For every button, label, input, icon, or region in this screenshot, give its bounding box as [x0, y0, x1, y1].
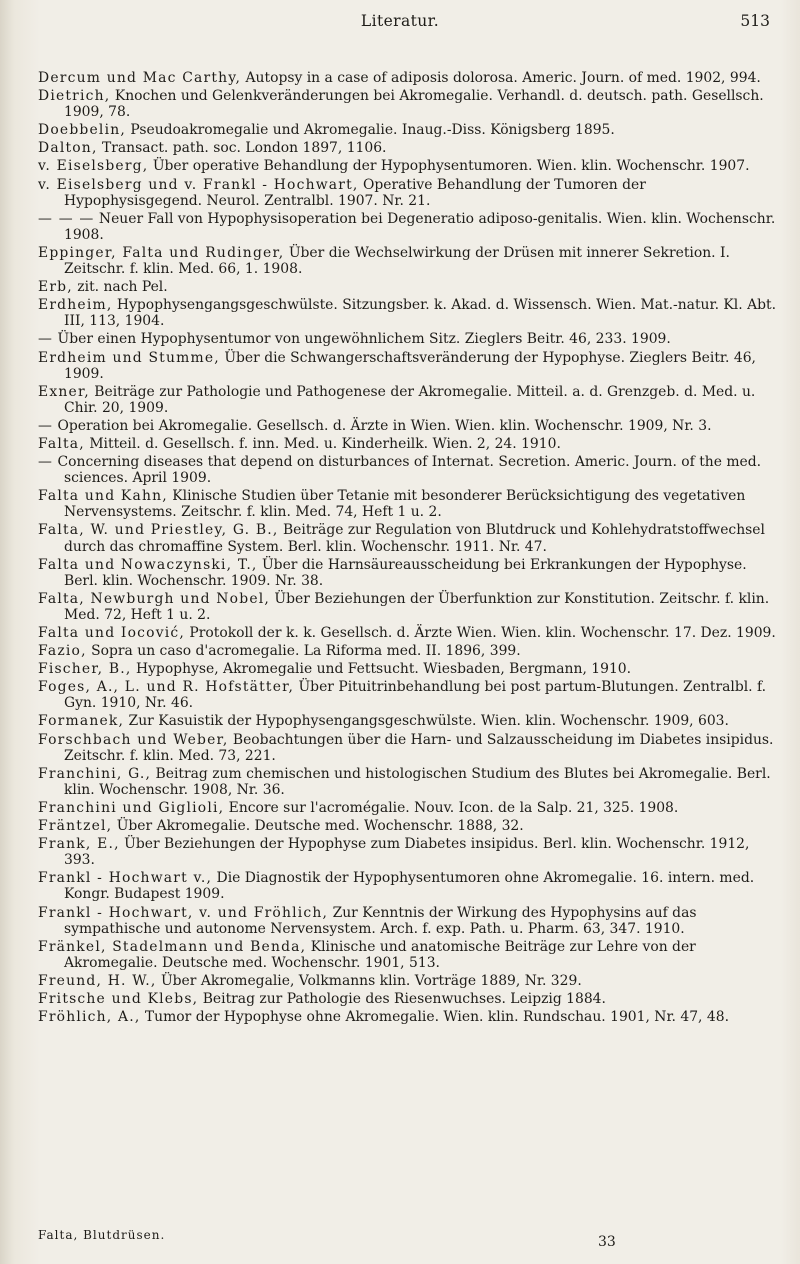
- reference-entry: [38, 732, 776, 764]
- reference-text: Klinische und anatomische Beiträge zur Lehre von der Akromegalie. Deutsche med. Wochenschr. 1901, 513.: [64, 938, 696, 971]
- reference-text: Hypophysengangsgeschwülste. Sitzungsber. k. Akad. d. Wissensch. Wien. Mat.-natur. Kl. Abt. III, 113, 1904.: [64, 297, 777, 330]
- reference-text: Neuer Fall von Hypophysisoperation bei Degeneratio adiposo-genitalis. Wien. klin. Wochenschr. 1908.: [64, 210, 776, 243]
- reference-author: Exner,: [38, 383, 90, 400]
- reference-author: Doebbelin,: [38, 122, 126, 139]
- reference-entry: [38, 384, 776, 416]
- reference-author: Fräntzel,: [38, 818, 113, 835]
- reference-author: Falta,: [38, 435, 85, 452]
- reference-text: Beiträge zur Pathologie und Pathogenese der Akromegalie. Mitteil. a. d. Grenzgeb. d. Med. u. Chir. 20, 1909.: [64, 383, 756, 416]
- reference-author: Fritsche und Klebs,: [38, 990, 199, 1007]
- running-head: Literatur.: [360, 12, 440, 30]
- page-number: 513: [740, 12, 770, 30]
- reference-entry: [38, 88, 776, 120]
- reference-entry: [38, 836, 776, 868]
- reference-author: Erdheim und Stumme,: [38, 349, 220, 366]
- reference-author: Fischer, B.,: [38, 661, 132, 678]
- reference-text: Operative Behandlung der Tumoren der Hypophysisgegend. Neurol. Zentralbl. 1907. Nr. 21.: [64, 176, 646, 209]
- reference-entry: [38, 905, 776, 937]
- reference-text: Über Pituitrinbehandlung bei post partum-Blutungen. Zentralbl. f. Gyn. 1910, Nr. 46.: [64, 679, 767, 712]
- reference-author: Falta, W. und Priestley, G. B.,: [38, 522, 279, 539]
- reference-author: Dercum und Mac Carthy,: [38, 70, 242, 86]
- reference-entry: [38, 140, 776, 156]
- reference-entry: [38, 679, 776, 711]
- reference-entry: [38, 625, 776, 641]
- reference-text: Zur Kasuistik der Hypophysengangsgeschwülste. Wien. klin. Wochenschr. 1909, 603.: [124, 713, 729, 730]
- reference-entry: [38, 713, 776, 729]
- reference-entry: [38, 818, 776, 834]
- reference-text: Encore sur l'acromégalie. Nouv. Icon. de la Salp. 21, 325. 1908.: [224, 799, 679, 816]
- reference-author: Formanek,: [38, 713, 125, 730]
- reference-text: Über operative Behandlung der Hypophysentumoren. Wien. klin. Wochenschr. 1907.: [148, 158, 750, 175]
- reference-entry: [38, 158, 776, 174]
- page-header: [0, 8, 800, 38]
- reference-entry: [38, 973, 776, 989]
- reference-author: Erdheim,: [38, 297, 113, 314]
- reference-text: Transact. path. soc. London 1897, 1106.: [97, 140, 387, 157]
- reference-author: Falta und Iocović,: [38, 625, 185, 641]
- reference-entry: [38, 177, 776, 209]
- reference-entry: [38, 870, 776, 902]
- reference-entry: [38, 488, 776, 520]
- reference-text: Sopra un caso d'acromegalie. La Riforma med. II. 1896, 399.: [86, 643, 521, 660]
- reference-author: Frankl - Hochwart v.,: [38, 870, 213, 887]
- reference-text: Die Diagnostik der Hypophysentumoren ohne Akromegalie. 16. intern. med. Kongr. Budapest 1909.: [64, 870, 755, 903]
- reference-text: zit. nach Pel.: [72, 279, 168, 296]
- reference-entry: [38, 211, 776, 243]
- reference-text: Pseudoakromegalie und Akromegalie. Inaug.-Diss. Königsberg 1895.: [125, 122, 615, 139]
- reference-text: Beitrag zum chemischen und histologischen Studium des Blutes bei Akromegalie. Berl. klin. Wochenschr. 1908, Nr. 36.: [64, 765, 771, 798]
- reference-text: Über Beziehungen der Überfunktion zur Konstitution. Zeitschr. f. klin. Med. 72, Heft 1 u. 2.: [64, 590, 770, 623]
- reference-text: Protokoll der k. k. Gesellsch. d. Ärzte Wien. Wien. klin. Wochenschr. 17. Dez. 1909.: [184, 625, 776, 641]
- reference-text: Tumor der Hypophyse ohne Akromegalie. Wien. klin. Rundschau. 1901, Nr. 47, 48.: [140, 1009, 729, 1026]
- reference-text: Beobachtungen über die Harn- und Salzausscheidung im Diabetes insipidus. Zeitschr. f. klin. Med. 73, 221.: [64, 731, 774, 764]
- reference-entry: [38, 591, 776, 623]
- reference-text: Über Akromegalie, Volkmanns klin. Vorträge 1889, Nr. 329.: [156, 972, 582, 989]
- reference-author: Fazio,: [38, 643, 87, 660]
- reference-author: Fröhlich, A.,: [38, 1009, 141, 1026]
- reference-text: Concerning diseases that depend on disturbances of Internat. Secretion. Americ. Journ. of the med. sciences. April 1909.: [53, 454, 762, 487]
- reference-text: Beitrag zur Pathologie des Riesenwuchses. Leipzig 1884.: [198, 990, 606, 1007]
- reference-entry: [38, 245, 776, 277]
- sheet-number: 33: [598, 1234, 616, 1250]
- signature-mark: Falta, Blutdrüsen.: [38, 1228, 166, 1242]
- reference-author: Franchini, G.,: [38, 765, 152, 782]
- reference-author: —: [38, 454, 54, 471]
- reference-author: —: [38, 417, 54, 434]
- reference-entry: [38, 1009, 776, 1025]
- reference-text: Beiträge zur Regulation von Blutdruck und Kohlehydratstoffwechsel durch das chromaffine System. Berl. klin. Wochenschr. 1911. Nr. 47.: [64, 522, 765, 555]
- reference-entry: [38, 939, 776, 971]
- reference-text: Über die Wechselwirkung der Drüsen mit innerer Sekretion. I. Zeitschr. f. klin. Med. 66, 1. 1908.: [64, 244, 730, 278]
- reference-text: Mitteil. d. Gesellsch. f. inn. Med. u. Kinderheilk. Wien. 2, 24. 1910.: [84, 435, 561, 452]
- reference-text: Über Akromegalie. Deutsche med. Wochenschr. 1888, 32.: [112, 818, 524, 835]
- reference-text: Operation bei Akromegalie. Gesellsch. d. Ärzte in Wien. Wien. klin. Wochenschr. 1909, Nr. 3.: [53, 417, 712, 434]
- reference-author: Falta, Newburgh und Nobel,: [38, 590, 270, 607]
- reference-author: v. Eiselsberg und v. Frankl - Hochwart,: [38, 176, 359, 193]
- reference-text: Hypophyse, Akromegalie und Fettsucht. Wiesbaden, Bergmann, 1910.: [131, 661, 632, 678]
- reference-author: Fränkel, Stadelmann und Benda,: [38, 938, 307, 955]
- reference-text: Über die Schwangerschaftsveränderung der Hypophyse. Zieglers Beitr. 46, 1909.: [64, 349, 756, 382]
- reference-entry: [38, 643, 776, 659]
- reference-author: Dalton,: [38, 140, 98, 157]
- reference-text: Klinische Studien über Tetanie mit besonderer Berücksichtigung des vegetativen Nervensystems. Zeitschr. f. klin. Med. 74, Heft 1 u. 2.: [64, 488, 746, 521]
- reference-author: Dietrich,: [38, 88, 111, 105]
- page-footer: [38, 1226, 776, 1250]
- reference-text: Autopsy in a case of adiposis dolorosa. Americ. Journ. of med. 1902, 994.: [241, 70, 761, 86]
- reference-entry: [38, 661, 776, 677]
- reference-author: Eppinger, Falta und Rudinger,: [38, 244, 285, 261]
- reference-entry: [38, 557, 776, 589]
- reference-entry: [38, 454, 776, 486]
- reference-author: v. Eiselsberg,: [38, 158, 149, 175]
- reference-entry: [38, 766, 776, 798]
- reference-author: Erb,: [38, 279, 73, 296]
- reference-author: Frankl - Hochwart, v. und Fröhlich,: [38, 904, 329, 921]
- reference-author: Franchini und Giglioli,: [38, 799, 225, 816]
- reference-entry: [38, 991, 776, 1007]
- reference-entry: [38, 418, 776, 434]
- reference-entry: [38, 331, 776, 347]
- reference-text: Knochen und Gelenkveränderungen bei Akromegalie. Verhandl. d. deutsch. path. Gesellsch. 1909, 78.: [64, 88, 764, 121]
- reference-entry: [38, 350, 776, 382]
- reference-entry: [38, 436, 776, 452]
- reference-entry: [38, 70, 776, 86]
- reference-author: — — —: [38, 210, 95, 227]
- reference-author: Forschbach und Weber,: [38, 731, 229, 748]
- reference-entry: [38, 522, 776, 554]
- reference-author: Falta und Kahn,: [38, 488, 168, 505]
- reference-author: Freund, H. W.,: [38, 972, 157, 989]
- reference-author: Foges, A., L. und R. Hofstätter,: [38, 679, 295, 696]
- reference-entry: [38, 279, 776, 295]
- reference-list: [38, 70, 776, 1027]
- reference-entry: [38, 122, 776, 138]
- reference-text: Über einen Hypophysentumor von ungewöhnlichem Sitz. Zieglers Beitr. 46, 233. 1909.: [53, 331, 671, 348]
- reference-text: Zur Kenntnis der Wirkung des Hypophysins auf das sympathische und autonome Nervensystem. Arch. f. exp. Path. u. Pharm. 63, 347. 1910.: [64, 904, 697, 937]
- reference-author: —: [38, 331, 54, 348]
- reference-entry: [38, 297, 776, 329]
- reference-text: Über die Harnsäureausscheidung bei Erkrankungen der Hypophyse. Berl. klin. Wochenschr. 1909. Nr. 38.: [64, 556, 747, 589]
- reference-author: Frank, E.,: [38, 836, 120, 853]
- reference-author: Falta und Nowaczynski, T.,: [38, 556, 258, 573]
- reference-text: Über Beziehungen der Hypophyse zum Diabetes insipidus. Berl. klin. Wochenschr. 1912, 393.: [64, 836, 750, 869]
- reference-entry: [38, 800, 776, 816]
